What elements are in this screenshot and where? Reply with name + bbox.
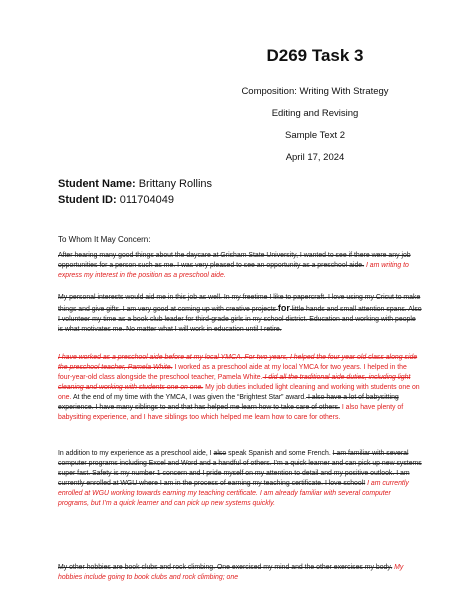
student-name-label: Student Name:: [58, 178, 136, 190]
deleted-text: After hearing many good things about the daycare at Grisham State University, I wanted to see if there were any job opportunities for a person such as me. I was very pleased to see an opportunity as a preschool aide.: [58, 252, 411, 269]
deleted-text: My other hobbies are book clubs and rock climbing. One exercised my mind and the other exercises my body.: [58, 564, 393, 571]
student-id-value: 011704049: [119, 194, 174, 206]
paragraph-3: [58, 353, 422, 423]
paragraph-5: [58, 563, 422, 583]
inserted-text: I am currently enrolled at WGU working towards earning my teaching certificate. I am already familiar with several computer programs, but I’m a quick learner and can pick up new systems quickly.: [58, 480, 409, 507]
inserted-text: I also have plenty of babysitting experience, and I have siblings too which helped me learn how to care for others.: [58, 404, 404, 421]
plain-text: At the end of my time with the YMCA, I was given the “Brightest Star” award.: [71, 394, 307, 401]
document-title: D269 Task 3: [266, 46, 364, 65]
paragraph-2: [58, 293, 422, 335]
student-name-line: [58, 178, 212, 190]
deleted-text: I have worked as a preschool aide before at my local YMCA. For two years, I helped the four year old class along side the preschool teacher, Pamela White.: [58, 354, 418, 371]
deleted-text: My personal interests would aid me in this job as well. In my freetime I like to papercraft. I love using my Cricut to make things and give gifts. I am very good at coming up with creative projects: [58, 294, 421, 313]
deleted-text: I am familiar with several computer programs including Excel and Word and a handful of others. I’m a quick learner and can pick up new systems super fast. Safety is my number 1 concern and I pride myself on my attention to detail and my positive outlook. I am currently enrolled at WGU where I am in the process of earning my teaching certificate. I love school!: [58, 450, 422, 487]
student-id-line: [58, 194, 174, 206]
deleted-text: I also have a lot of babysitting experience. I have many siblings to and that has helped me learn how to take care of others.: [58, 394, 399, 411]
paragraph-1: [58, 251, 422, 281]
title-block: [200, 46, 430, 174]
inserted-text: I am writing to express my interest in the position as a preschool aide.: [58, 262, 409, 279]
document-date: April 17, 2024: [285, 152, 345, 163]
plain-text: speak Spanish and some French.: [226, 450, 333, 457]
paragraph-4: [58, 449, 422, 509]
inserted-text: I worked as a preschool aide at my local YMCA for two years. I helped in the four-year-old class alongside the preschool teacher, Pamela White.: [58, 364, 407, 381]
deleted-text: I did all the traditional aide duties, including light cleaning and working with students one on one.: [58, 374, 411, 391]
document-subtitle: Editing and Revising: [271, 108, 359, 119]
student-id-label: Student ID:: [58, 194, 117, 206]
inserted-text: My hobbies include going to book clubs and rock climbing; one: [58, 564, 404, 581]
student-name-value: Brittany Rollins: [138, 178, 213, 190]
sample-label: Sample Text 2: [284, 130, 346, 141]
retained-word: for: [277, 303, 290, 313]
salutation: To Whom It May Concern:: [58, 235, 151, 244]
deleted-text: also: [213, 450, 227, 457]
inserted-text: My job duties included light cleaning and working with students one on one.: [58, 384, 420, 401]
deleted-text: little hands and small attention spans. Also I volunteer my time as a book club leader for third-grade girls in my school district. Education and working with people is what motivates me. No matter what I will work in education until I retire.: [58, 306, 422, 333]
course-name: Composition: Writing With Strategy: [241, 86, 389, 97]
plain-text: In addition to my experience as a preschool aide, I: [58, 450, 214, 457]
